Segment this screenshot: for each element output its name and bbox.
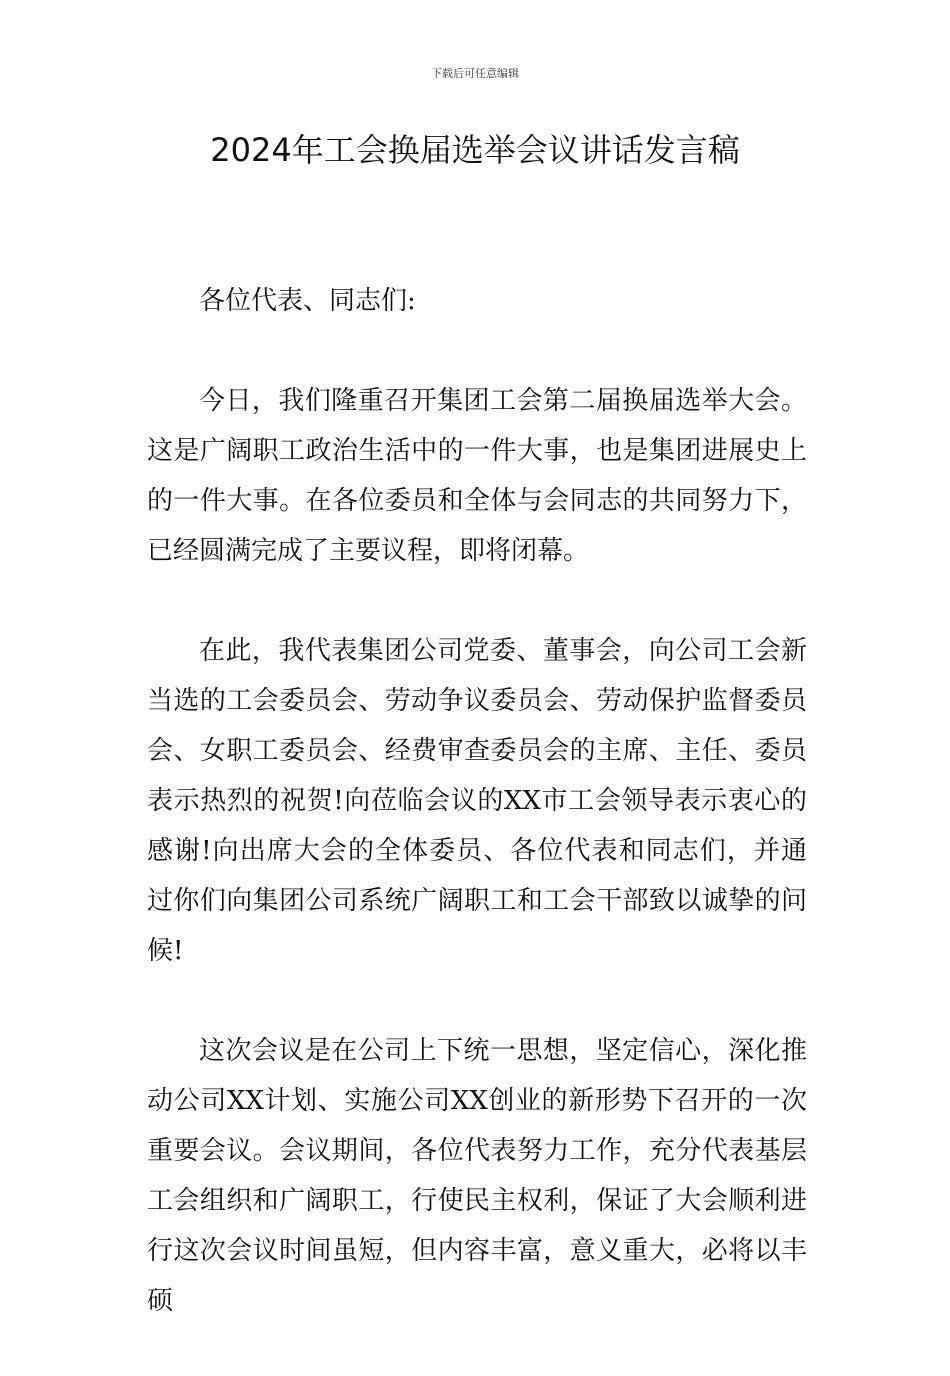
paragraph: 在此，我代表集团公司党委、董事会，向公司工会新当选的工会委员会、劳动争议委员会、劳动保护监督委员会、女职工委员会、经费审查委员会的主席、主任、委员表示热烈的祝贺!向莅临会议的XX市工会领导表示衷心的感谢!向出席大会的全体委员、各位代表和同志们，并通过你们向集团公司系统广阔职工和工会干部致以诚挚的问候! bbox=[147, 636, 807, 966]
document-title: 2024年工会换届选举会议讲话发言稿 bbox=[210, 131, 740, 169]
header-note: 下载后可任意编辑 bbox=[431, 67, 519, 80]
salutation: 各位代表、同志们: bbox=[199, 286, 416, 316]
paragraph: 这次会议是在公司上下统一思想，坚定信心，深化推动公司XX计划、实施公司XX创业的新形势下召开的一次重要会议。会议期间，各位代表努力工作，充分代表基层工会组织和广阔职工，行使民主权利，保证了大会顺利进行这次会议时间虽短，但内容丰富，意义重大，必将以丰硕 bbox=[147, 1036, 807, 1316]
document-body bbox=[147, 276, 807, 1376]
paragraph: 今日，我们隆重召开集团工会第二届换届选举大会。这是广阔职工政治生活中的一件大事，也是集团进展史上的一件大事。在各位委员和全体与会同志的共同努力下，已经圆满完成了主要议程，即将闭幕。 bbox=[147, 386, 807, 566]
